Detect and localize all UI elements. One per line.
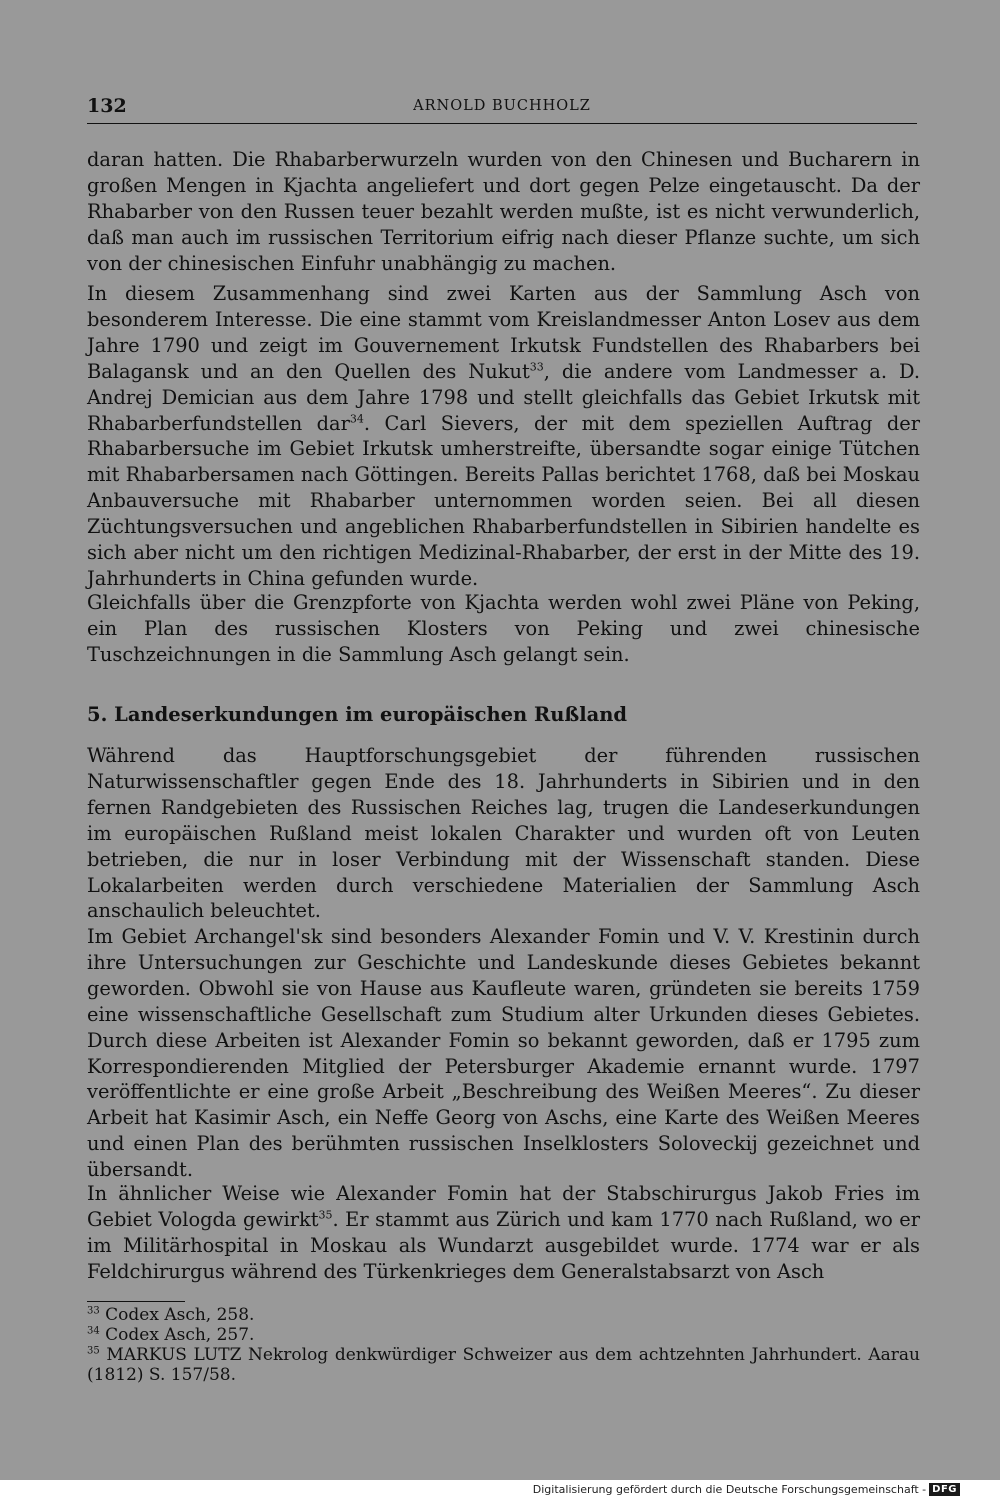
body-paragraph: Während das Hauptforschungsgebiet der führenden russischen Naturwissenschaftler gegen Ende des 18. Jahrhunderts in Sibirien und in den fernen Randgebieten des Russischen Reiches lag, trugen die Landeserkundungen im europäischen Rußland meist lokalen Charakter und wurden oft von Leuten betrieben, die nur in loser Verbindung mit der Wissenschaft standen. Diese Lokalarbeiten werden durch verschiedene Materialien der Sammlung Asch anschaulich beleuchtet.: [87, 744, 920, 923]
body-paragraph: [87, 281, 920, 592]
body-paragraph: Im Gebiet Archangel'sk sind besonders Alexander Fomin und V. V. Krestinin durch ihre Untersuchungen zur Geschichte und Landeskunde dieses Gebietes bekannt geworden. Obwohl sie von Hause aus Kaufleute waren, gründeten sie bereits 1759 eine wissenschaftliche Gesellschaft zum Studium alter Urkunden dieses Gebietes. Durch diese Arbeiten ist Alexander Fomin so bekannt geworden, daß er 1795 zum Korrespondierenden Mitglied der Petersburger Akademie ernannt wurde. 1797 veröffentlichte er eine große Arbeit „Beschreibung des Weißen Meeres“. Zu dieser Arbeit hat Kasimir Asch, ein Neffe Georg von Aschs, eine Karte des Weißen Meeres und einen Plan des berühmten russischen Inselklosters Soloveckij gezeichnet und übersandt.: [87, 925, 920, 1182]
footnote: [87, 1305, 920, 1325]
running-title: ARNOLD BUCHHOLZ: [413, 98, 591, 114]
digitization-credit: [533, 1483, 960, 1496]
footnote-mark: 35: [87, 1345, 100, 1357]
footnotes: [87, 1305, 920, 1385]
body-paragraph: [87, 1181, 920, 1285]
body-paragraph: Gleichfalls über die Grenzpforte von Kjachta werden wohl zwei Pläne von Peking, ein Plan des russischen Klosters von Peking und zwei chinesische Tuschzeichnungen in die Sammlung Asch gelangt sein.: [87, 591, 920, 666]
running-header: [87, 95, 917, 124]
footnote-mark: 33: [87, 1305, 100, 1317]
body-paragraph: daran hatten. Die Rhabarberwurzeln wurden von den Chinesen und Bucharern in großen Mengen in Kjachta angeliefert und dort gegen Pelze eingetauscht. Da der Rhabarber von den Russen teuer bezahlt werden mußte, ist es nicht verwunderlich, daß man auch im russischen Territorium eifrig nach dieser Pflanze suchte, um sich von der chinesischen Einfuhr unabhängig zu machen.: [87, 148, 920, 275]
footnote-reference: 33: [529, 360, 544, 374]
footnote-mark: 34: [87, 1325, 100, 1337]
body-text: . Carl Sievers, der mit dem speziellen Auftrag der Rhabarbersuche im Gebiet Irkutsk umherstreifte, übersandte sogar einige Tütchen mit Rhabarbersamen nach Göttingen. Bereits Pallas berichtet 1768, daß bei Moskau Anbauversuche mit Rhabarber unternommen worden seien. Bei all diesen Züchtungsversuchen und angeblichen Rhabarberfundstellen in Sibirien handelte es sich aber nicht um den richtigen Medizinal-Rhabarber, der erst in der Mitte des 19. Jahrhunderts in China gefunden wurde.: [87, 411, 921, 590]
body-text: . Er stammt aus Zürich und kam 1770 nach Rußland, wo er im Militärhospital in Moskau als Wundarzt ausgebildet wurde. 1774 war er als Feldchirurgus während des Türkenkrieges dem Generalstabsarzt von Asch: [87, 1207, 920, 1283]
credit-text: Digitalisierung gefördert durch die Deutsche Forschungsgemeinschaft -: [532, 1483, 927, 1496]
dfg-logo: DFG: [929, 1483, 960, 1496]
footnote: [87, 1325, 920, 1345]
body-text: In ähnlicher Weise wie Alexander Fomin hat der Stabschirurgus Jakob Fries im Gebiet Vologda gewirkt: [87, 1182, 920, 1231]
footnote-text: Codex Asch, 258.: [105, 1305, 255, 1325]
footnote-reference: 34: [349, 412, 364, 426]
footnote-divider: [87, 1301, 185, 1302]
page-number: 132: [87, 95, 127, 117]
body-text: , die andere vom Landmesser a. D. Andrej Demician aus dem Jahre 1798 und stellt gleichfalls das Gebiet Irkutsk mit Rhabarberfundstellen dar: [87, 359, 920, 435]
footnote-text: Codex Asch, 257.: [105, 1325, 255, 1345]
section-heading: 5. Landeserkundungen im europäischen Rußland: [87, 703, 628, 726]
footnote-reference: 35: [318, 1208, 333, 1222]
footnote-text: MARKUS LUTZ Nekrolog denkwürdiger Schweizer aus dem achtzehnten Jahrhundert. Aarau (1812) S. 157/58.: [87, 1345, 920, 1385]
footnote: [87, 1345, 920, 1385]
body-text: In diesem Zusammenhang sind zwei Karten aus der Sammlung Asch von besonderem Interesse. Die eine stammt vom Kreislandmesser Anton Losev aus dem Jahre 1790 und zeigt im Gouvernement Irkutsk Fundstellen des Rhabarbers bei Balagansk und an den Quellen des Nukut: [87, 282, 920, 383]
